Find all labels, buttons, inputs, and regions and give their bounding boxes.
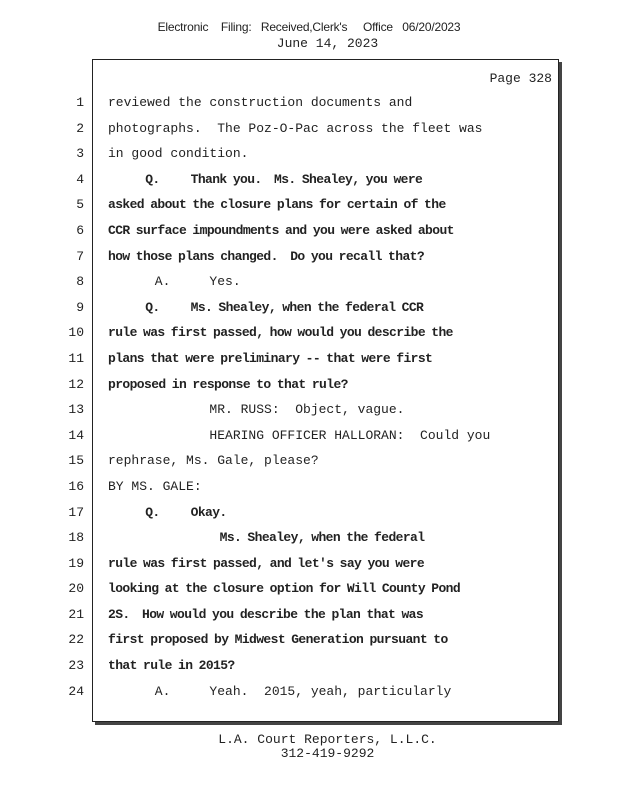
court-reporter-name: L.A. Court Reporters, L.L.C. [218, 732, 437, 747]
line-number: 17 [68, 504, 84, 520]
line-number: 18 [68, 530, 84, 546]
transcript-line: how those plans changed. Do you recall that? [108, 248, 425, 264]
line-number: 14 [68, 427, 84, 443]
line-number: 22 [68, 632, 84, 648]
transcript-line: BY MS. GALE: [108, 478, 202, 494]
transcript-line: proposed in response to that rule? [108, 376, 348, 392]
transcript-line: in good condition. [108, 146, 249, 162]
transcript-line: Ms. Shealey, when the federal [108, 530, 425, 546]
transcript-line: looking at the closure option for Will County Pond [108, 581, 461, 597]
line-number: 13 [68, 402, 84, 418]
line-number: 15 [68, 453, 84, 469]
transcript-body [108, 93, 548, 707]
transcript-line: A. Yeah. 2015, yeah, particularly [108, 683, 452, 699]
transcript-line: asked about the closure plans for certain of the [108, 197, 446, 213]
transcript-line: A. Yes. [108, 274, 241, 290]
transcript-line: plans that were preliminary -- that were first [108, 350, 433, 366]
transcript-line: that rule in 2015? [108, 658, 235, 674]
line-number: 20 [68, 581, 84, 597]
line-number: 4 [76, 171, 84, 187]
line-number: 7 [76, 248, 84, 264]
line-number: 23 [68, 658, 84, 674]
transcript-line: MR. RUSS: Object, vague. [108, 402, 405, 418]
line-number: 8 [76, 274, 84, 290]
court-reporter-phone: 312-419-9292 [280, 746, 375, 761]
line-number: 10 [68, 325, 84, 341]
transcript-line: HEARING OFFICER HALLORAN: Could you [108, 427, 491, 443]
line-number: 16 [68, 478, 84, 494]
line-number: 24 [68, 683, 84, 699]
footer [0, 733, 618, 761]
line-number: 21 [68, 606, 84, 622]
line-number: 3 [76, 146, 84, 162]
line-number: 9 [76, 299, 84, 315]
line-number: 11 [68, 350, 84, 366]
line-number: 6 [76, 222, 84, 238]
filing-stamp: Electronic Filing: Received,Clerk's Office 06/20/2023 [157, 20, 461, 34]
transcript-line: 2S. How would you describe the plan that was [108, 606, 424, 622]
line-number: 12 [68, 376, 84, 392]
line-number: 19 [68, 555, 84, 571]
transcript-line: Q. Ms. Shealey, when the federal CCR [108, 299, 424, 315]
transcript-line: photographs. The Poz-O-Pac across the fleet was [108, 120, 483, 136]
line-number: 1 [76, 95, 84, 110]
line-number: 5 [76, 197, 84, 213]
line-number-column [60, 93, 84, 707]
line-number: 2 [76, 120, 84, 136]
transcript-line: rule was first passed, and let's say you were [108, 555, 425, 571]
transcript-line: rephrase, Ms. Gale, please? [108, 453, 319, 469]
transcript-line: CCR surface impoundments and you were asked about [108, 222, 454, 238]
transcript-line: rule was first passed, how would you describe the [108, 325, 453, 341]
transcript-line: Q. Okay. [108, 504, 227, 520]
hearing-date: June 14, 2023 [276, 36, 379, 51]
transcript-line: first proposed by Midwest Generation pursuant to [108, 632, 448, 648]
page-number: Page 328 [489, 71, 552, 86]
transcript-line: Q. Thank you. Ms. Shealey, you were [108, 171, 423, 187]
transcript-line: reviewed the construction documents and [108, 95, 413, 110]
